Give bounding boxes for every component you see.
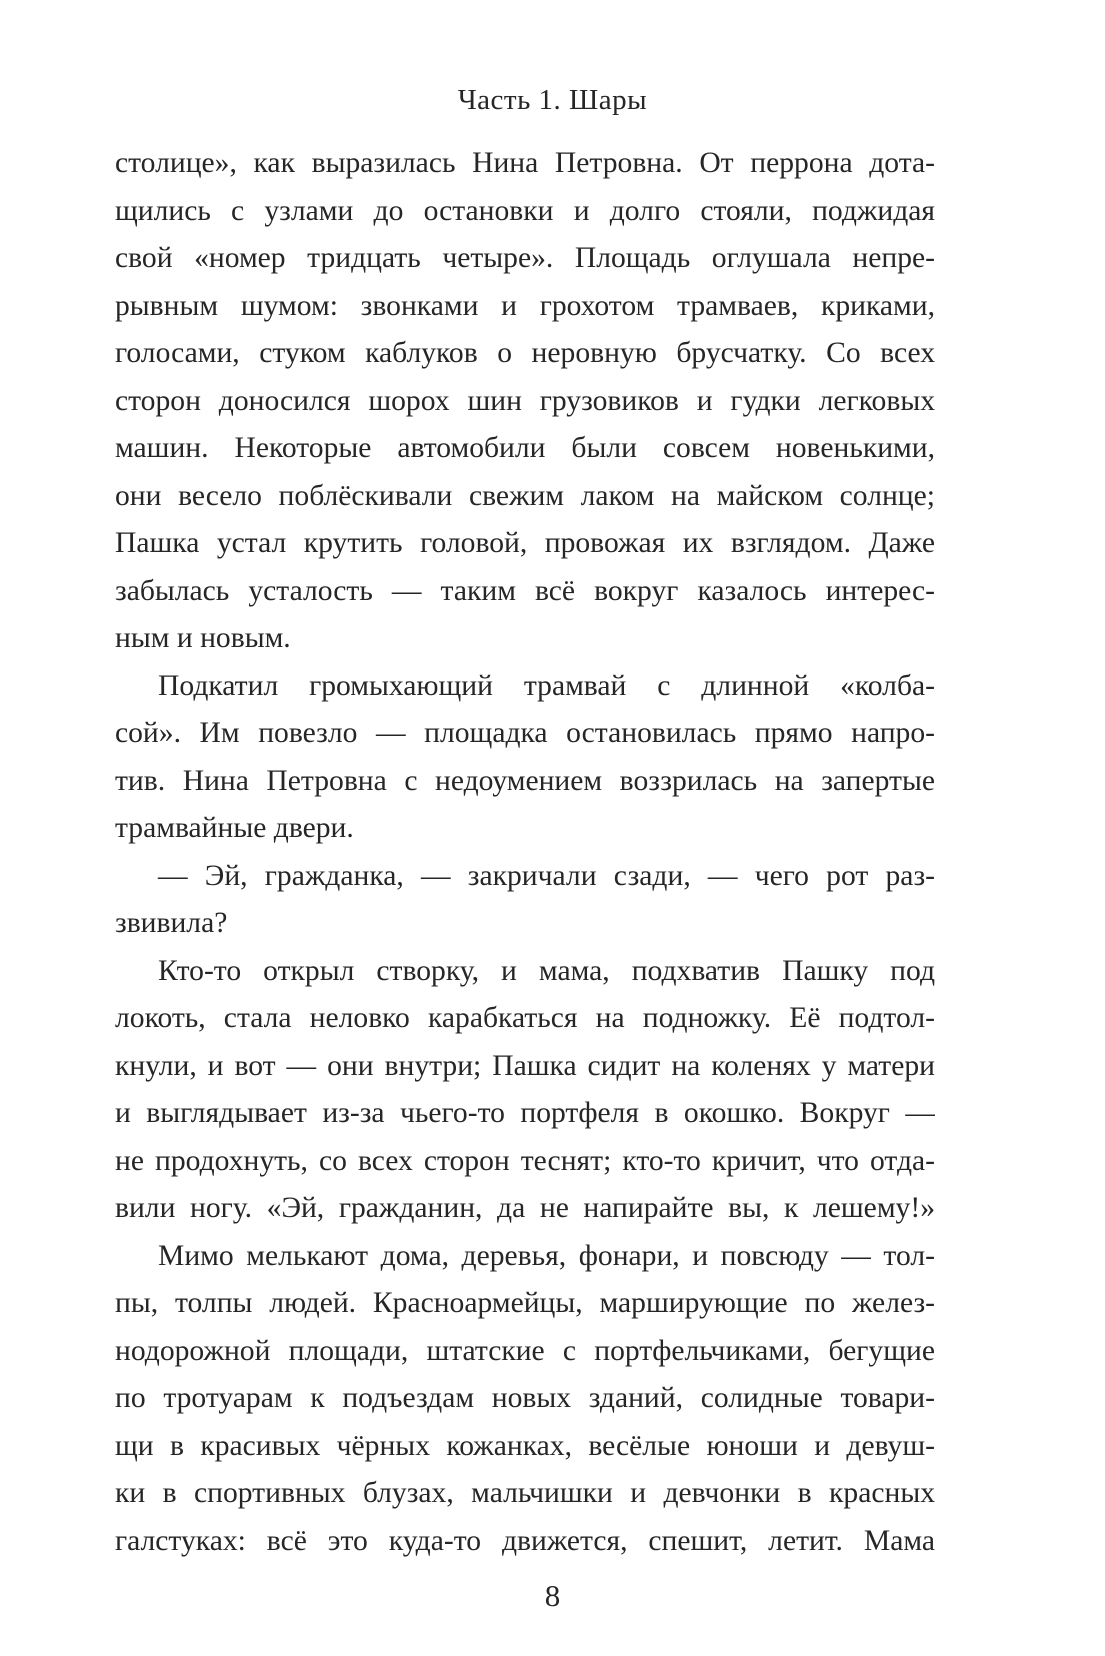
paragraph [115, 948, 935, 1233]
text-line: сторон доносился шорох шин грузовиков и гудки легковых [115, 384, 935, 417]
text-line: Подкатил громыхающий трамвай с длинной «колба- [158, 669, 935, 702]
paragraph [115, 1233, 935, 1566]
body-text [115, 140, 935, 1565]
text-line: ки в спортивных блузах, мальчишки и девчонки в красных [115, 1477, 935, 1509]
text-line: Кто-то открыл створку, и мама, подхватив Пашку под [158, 954, 935, 987]
text-line: машин. Некоторые автомобили были совсем новенькими, [115, 432, 935, 464]
text-line: галстуках: всё это куда-то движется, спешит, летит. Мама [115, 1524, 935, 1557]
page-number: 8 [544, 1578, 561, 1613]
running-head-title: Часть 1. Шары [457, 84, 648, 116]
text-line: по тротуарам к подъездам новых зданий, солидные товари- [115, 1382, 935, 1414]
text-line: звивила? [115, 907, 228, 939]
paragraph [115, 663, 935, 853]
text-line: локоть, стала неловко карабкаться на подножку. Её подтол- [115, 1002, 935, 1034]
text-line: свой «номер тридцать четыре». Площадь оглушала непре- [115, 242, 935, 274]
text-line: забылась усталость — таким всё вокруг казалось интерес- [115, 574, 935, 607]
text-line: — Эй, гражданка, — закричали сзади, — чего рот раз- [158, 859, 935, 892]
paragraph [115, 140, 935, 663]
text-line: не продохнуть, со всех сторон теснят; кто-то кричит, что отда- [115, 1144, 935, 1177]
text-line: трамвайные двери. [115, 812, 354, 844]
text-line: они весело поблёскивали свежим лаком на майском солнце; [115, 479, 935, 512]
text-line: голосами, стуком каблуков о неровную брусчатку. Со всех [115, 337, 935, 369]
text-line: щились с узлами до остановки и долго стояли, поджидая [115, 194, 935, 227]
text-line: сой». Им повезло — площадка остановилась прямо напро- [115, 717, 935, 749]
text-line: тив. Нина Петровна с недоумением воззрилась на запертые [115, 764, 935, 797]
text-line: нодорожной площади, штатские с портфельчиками, бегущие [115, 1334, 935, 1367]
text-line: вили ногу. «Эй, гражданин, да не напирайте вы, к лешему!» [115, 1192, 935, 1224]
text-line: и выглядывает из-за чьего-то портфеля в окошко. Вокруг — [115, 1097, 935, 1129]
text-line: щи в красивых чёрных кожанках, весёлые юноши и девуш- [115, 1429, 935, 1462]
text-line: ным и новым. [115, 622, 291, 654]
text-line: столице», как выразилась Нина Петровна. От перрона дота- [115, 147, 935, 179]
text-line: Мимо мелькают дома, деревья, фонари, и повсюду — тол- [158, 1239, 935, 1272]
text-line: кнули, и вот — они внутри; Пашка сидит на коленях у матери [115, 1049, 935, 1082]
paragraph [115, 853, 935, 948]
text-line: рывным шумом: звонками и грохотом трамваев, криками, [115, 289, 935, 322]
text-line: пы, толпы людей. Красноармейцы, марширующие по желез- [115, 1287, 935, 1319]
text-line: Пашка устал крутить головой, провожая их взглядом. Даже [115, 527, 935, 559]
